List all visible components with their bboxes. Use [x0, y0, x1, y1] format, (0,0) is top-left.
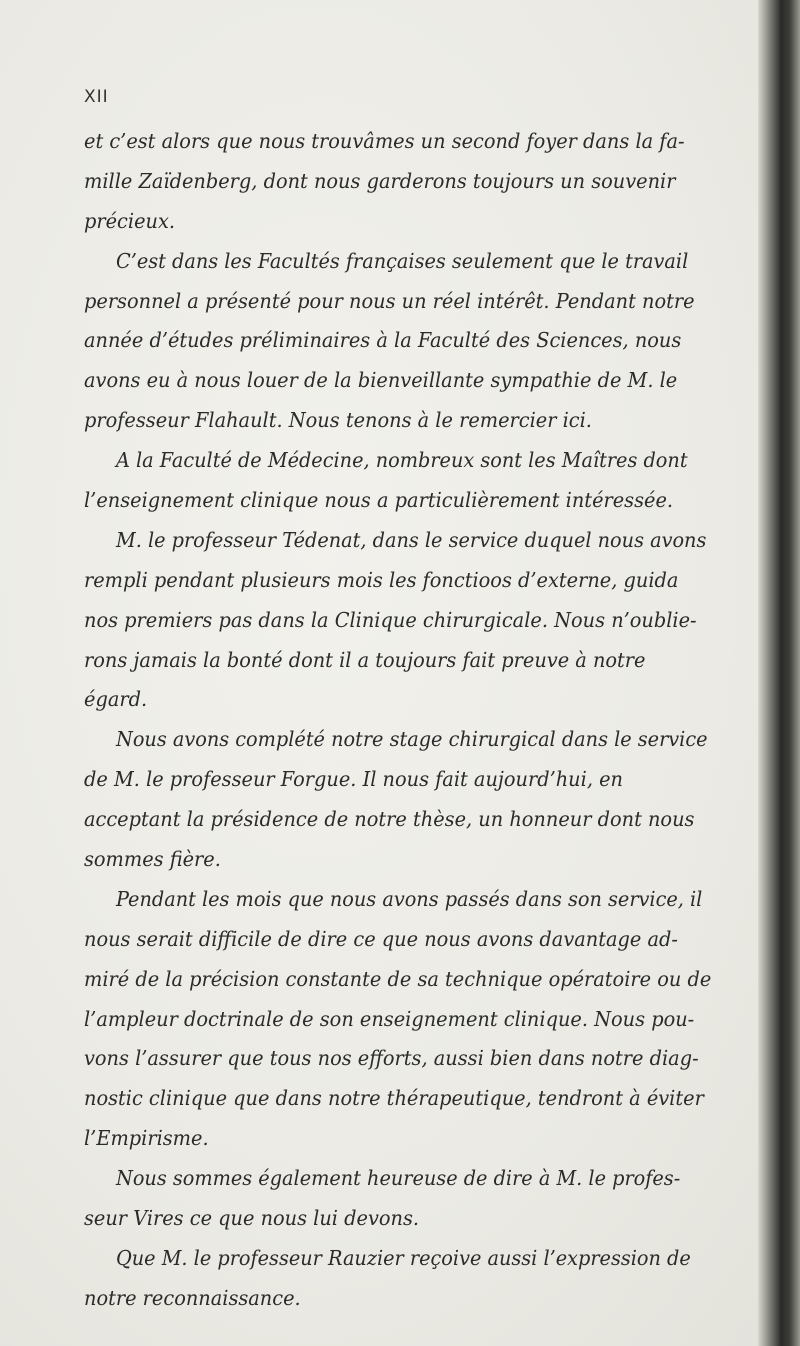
text-line: égard. [84, 687, 148, 712]
text-line: de M. le professeur Forgue. Il nous fait aujourd’hui, en [84, 767, 623, 792]
text-line: l’ampleur doctrinale de son enseignement clinique. Nous pou- [84, 1006, 695, 1031]
text-line: nos premiers pas dans la Clinique chirurgicale. Nous n’oublie- [84, 607, 697, 632]
text-line: mille Zaïdenberg, dont nous garderons toujours un souvenir [84, 168, 676, 193]
text-line: précieux. [84, 208, 176, 233]
text-line: sommes fière. [84, 847, 221, 872]
text-line: seur Vires ce que nous lui devons. [84, 1206, 420, 1231]
text-line: nostic clinique que dans notre thérapeutique, tendront à éviter [84, 1086, 704, 1111]
text-line: Nous sommes également heureuse de dire à M. le profes- [115, 1166, 681, 1191]
text-line: M. le professeur Tédenat, dans le service duquel nous avons [115, 527, 707, 552]
text-line: notre reconnaissance. [84, 1285, 301, 1310]
text-line: avons eu à nous louer de la bienveillante sympathie de M. le [84, 368, 678, 393]
text-line: A la Faculté de Médecine, nombreux sont les Maîtres dont [115, 448, 688, 473]
text-line: l’Empirisme. [84, 1126, 209, 1151]
text-line: rempli pendant plusieurs mois les fonctioos d’externe, guida [84, 567, 679, 592]
text-line: Nous avons complété notre stage chirurgical dans le service [115, 727, 708, 752]
body-text [84, 122, 784, 1319]
page-number: XII [84, 87, 109, 107]
text-line: Que M. le professeur Rauzier reçoive aussi l’expression de [115, 1245, 691, 1270]
text-line: miré de la précision constante de sa technique opératoire ou de [84, 966, 712, 991]
text-line: personnel a présenté pour nous un réel intérêt. Pendant notre [84, 288, 695, 313]
text-line: vons l’assurer que tous nos efforts, aussi bien dans notre diag- [84, 1046, 699, 1071]
text-line: et c’est alors que nous trouvâmes un second foyer dans la fa- [84, 129, 685, 153]
text-line: professeur Flahault. Nous tenons à le remercier ici. [84, 408, 592, 433]
text-line: nous serait difficile de dire ce que nous avons davantage ad- [84, 926, 678, 951]
text-line: Pendant les mois que nous avons passés dans son service, il [115, 886, 703, 911]
text-line: l’enseignement clinique nous a particulièrement intéressée. [84, 488, 674, 513]
text-line: rons jamais la bonté dont il a toujours fait preuve à notre [84, 647, 646, 672]
text-line: C’est dans les Facultés françaises seulement que le travail [115, 248, 689, 273]
text-line: acceptant la présidence de notre thèse, un honneur dont nous [84, 807, 695, 832]
text-line: année d’études préliminaires à la Faculté des Sciences, nous [84, 328, 682, 353]
